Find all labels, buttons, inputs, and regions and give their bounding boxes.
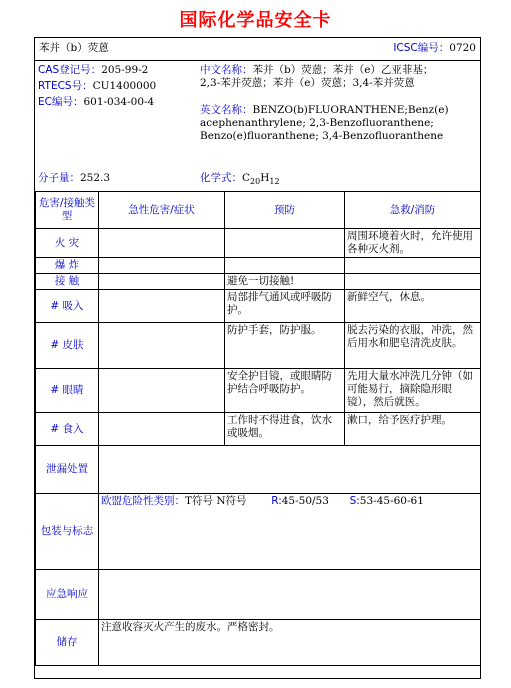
col-header-first-aid: 急救/消防 [345, 192, 481, 229]
formula-label: 化学式： [200, 172, 242, 184]
storage-label: 储存 [36, 620, 99, 666]
table-row [36, 323, 481, 369]
row-prevention: 避免一切接触! [225, 274, 345, 290]
ec-number [38, 96, 154, 109]
row-symptoms [99, 369, 225, 413]
rtecs-number [38, 80, 156, 93]
en-name-line2: acephenanthrylene; 2,3-Benzofluoranthene; [200, 117, 434, 129]
col-header-prevention: 预防 [225, 192, 345, 229]
row-prevention: 安全护目镜，或眼睛防护结合呼吸防护。 [225, 369, 345, 413]
table-row [36, 229, 481, 258]
table-row [36, 274, 481, 290]
ec-label: EC编号： [38, 96, 84, 108]
cn-name-line1: 苯并（b）荧蒽；苯并（e）乙亚菲基； [252, 64, 434, 76]
row-label-skin: # 皮肤 [36, 323, 99, 369]
packaging-content [99, 494, 481, 570]
row-label-ingestion: # 食入 [36, 413, 99, 446]
formula-c: C [242, 172, 251, 184]
cn-name-label: 中文名称： [200, 64, 253, 76]
emergency-text [99, 570, 481, 620]
en-name-label: 英文名称： [200, 104, 253, 116]
row-symptoms [99, 323, 225, 369]
icsc-number [393, 42, 476, 55]
en-name-line3: Benzo(e)fluoranthene; 3,4-Benzofluoranthene [200, 130, 444, 142]
col-header-type: 危害/接触类型 [36, 192, 99, 229]
col-header-symptoms: 急性危害/症状 [99, 192, 225, 229]
rtecs-label: RTECS号： [38, 80, 93, 92]
spill-row [36, 446, 481, 494]
row-prevention: 工作时不得进食，饮水或吸烟。 [225, 413, 345, 446]
hazard-symbols: T符号 N符号 [185, 495, 247, 507]
mw-value: 252.3 [80, 172, 111, 184]
cn-name-line2: 2,3-苯并荧蒽；苯并（e）荧蒽；3,4-苯并荧蒽 [200, 77, 415, 89]
row-prevention: 局部排气通风或呼吸防护。 [225, 290, 345, 323]
eu-class-label: 欧盟危险性类别： [101, 495, 185, 507]
page-title: 国际化学品安全卡 [179, 10, 332, 31]
row-label-fire: 火 灾 [36, 229, 99, 258]
table-row [36, 413, 481, 446]
formula-c-sub: 20 [250, 177, 261, 187]
s-phrase-label: S: [349, 495, 360, 507]
storage-row [36, 620, 481, 666]
row-symptoms [99, 290, 225, 323]
table-row [36, 258, 481, 274]
storage-text: 注意收容灭火产生的废水。严格密封。 [99, 620, 481, 666]
emergency-label: 应急响应 [36, 570, 99, 620]
en-name-line1: BENZO(b)FLUORANTHENE;Benz(e) [252, 104, 449, 116]
row-symptoms [99, 413, 225, 446]
safety-card [34, 37, 481, 679]
row-first-aid: 周围环境着火时，允许使用各种灭火剂。 [345, 229, 481, 258]
icsc-label: ICSC编号： [393, 42, 450, 54]
row-symptoms [99, 229, 225, 258]
row-label-exposure: 接 触 [36, 274, 99, 290]
spill-label: 泄漏处置 [36, 446, 99, 494]
packaging-row [36, 494, 481, 570]
formula-h: H [260, 172, 270, 184]
row-first-aid [345, 274, 481, 290]
s-phrase-value: 53-45-60-61 [359, 495, 424, 507]
packaging-label: 包装与标志 [36, 494, 99, 570]
row-symptoms [99, 258, 225, 274]
row-label-inhalation: # 吸入 [36, 290, 99, 323]
chemical-name: 苯并（b）荧蒽 [39, 42, 109, 54]
row-label-explosion: 爆 炸 [36, 258, 99, 274]
formula-h-sub: 12 [269, 177, 280, 187]
english-name [200, 104, 449, 143]
chinese-name [200, 64, 433, 90]
row-first-aid: 新鲜空气，休息。 [345, 290, 481, 323]
mw-label: 分子量： [38, 172, 80, 184]
row-label-eyes: # 眼睛 [36, 369, 99, 413]
row-first-aid: 脱去污染的衣服，冲洗，然后用水和肥皂清洗皮肤。 [345, 323, 481, 369]
cas-label: CAS登记号： [38, 64, 102, 76]
row-prevention: 防护手套，防护服。 [225, 323, 345, 369]
ec-value: 601-034-00-4 [83, 96, 155, 108]
table-row [36, 290, 481, 323]
emergency-row [36, 570, 481, 620]
row-first-aid: 漱口，给予医疗护理。 [345, 413, 481, 446]
r-phrase-value: 45-50/53 [281, 495, 329, 507]
row-prevention [225, 229, 345, 258]
rtecs-value: CU1400000 [92, 80, 157, 92]
spill-text [99, 446, 481, 494]
hazard-table [35, 191, 481, 666]
table-row [36, 369, 481, 413]
divider [35, 60, 480, 61]
icsc-value: 0720 [449, 42, 476, 54]
row-prevention [225, 258, 345, 274]
row-first-aid [345, 258, 481, 274]
row-first-aid: 先用大量水冲洗几分钟（如可能易行，摘除隐形眼镜），然后就医。 [345, 369, 481, 413]
molecular-weight [38, 172, 110, 185]
cas-number [38, 64, 148, 77]
r-phrase-label: R: [271, 495, 282, 507]
chemical-formula [200, 172, 280, 188]
row-symptoms [99, 274, 225, 290]
table-header-row [36, 192, 481, 229]
cas-value: 205-99-2 [101, 64, 149, 76]
